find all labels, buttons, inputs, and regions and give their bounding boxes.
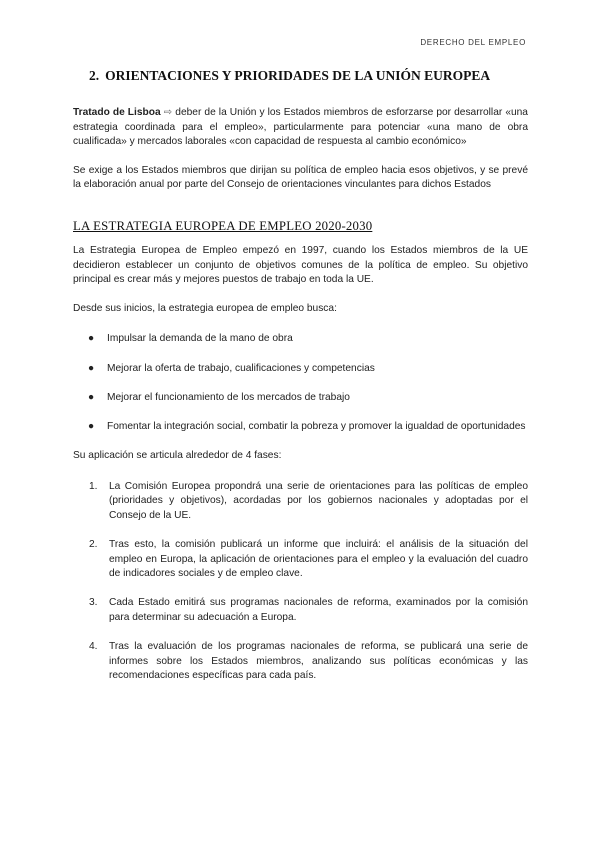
list-item-text: Cada Estado emitirá sus programas nacionales de reforma, examinados por la comisión para determinar su adecuación a Europa. xyxy=(109,597,528,624)
subsection-title: LA ESTRATEGIA EUROPEA DE EMPLEO 2020-2030 xyxy=(73,218,373,233)
goals-list xyxy=(73,332,528,434)
list-item xyxy=(73,538,528,582)
list-item xyxy=(73,391,528,406)
list-number: 3. xyxy=(89,597,98,609)
list-item xyxy=(73,332,528,347)
bullet-icon: ● xyxy=(88,420,95,432)
objectives-paragraph: Se exige a los Estados miembros que dirijan su política de empleo hacia esos objetivos, y se prevé la elaboración anual por parte del Consejo de orientaciones vinculantes para dichos Estados xyxy=(73,164,528,191)
phases-paragraph: Su aplicación se articula alrededor de 4 fases: xyxy=(73,450,282,462)
intro-paragraph xyxy=(73,106,528,150)
list-item-text: La Comisión Europea propondrá una serie de orientaciones para las políticas de empleo (prioridades y objetivos), acordadas por los gobiernos nacionales y adoptadas por el Consejo de la UE. xyxy=(109,480,528,521)
bullet-icon: ● xyxy=(88,333,95,345)
arrow-icon: ⇨ xyxy=(163,107,173,118)
list-item-text: Impulsar la demanda de la mano de obra xyxy=(107,333,293,345)
bullet-icon: ● xyxy=(88,362,95,374)
section-number: 2. xyxy=(89,68,100,83)
intro-bold-term: Tratado de Lisboa xyxy=(73,107,161,118)
list-item-text: Tras esto, la comisión publicará un informe que incluirá: el análisis de la situación del empleo en Europa, la aplicación de orientaciones para el empleo y la evaluación del cuadro de indicadores sociales y de empleo clave. xyxy=(109,539,528,580)
list-item xyxy=(73,596,528,625)
document-body xyxy=(73,68,528,699)
list-item-text: Mejorar la oferta de trabajo, cualificaciones y competencias xyxy=(107,362,375,374)
list-number: 1. xyxy=(89,480,98,492)
strategy-paragraph: La Estrategia Europea de Empleo empezó en 1997, cuando los Estados miembros de la UE decidieron establecer un conjunto de objetivos comunes de la política de empleo. Su objetivo principal es crear más y mejores puestos de trabajo en toda la UE. xyxy=(73,244,528,286)
list-number: 2. xyxy=(89,539,98,551)
list-item xyxy=(73,480,528,524)
list-item xyxy=(73,362,528,377)
phases-list xyxy=(73,480,528,684)
section-title-text: ORIENTACIONES Y PRIORIDADES DE LA UNIÓN EUROPEA xyxy=(105,68,491,83)
list-item xyxy=(73,420,528,435)
list-item-text: Mejorar el funcionamiento de los mercados de trabajo xyxy=(107,391,350,403)
running-header: DERECHO DEL EMPLEO xyxy=(420,38,526,47)
list-item-text: Fomentar la integración social, combatir la pobreza y promover la igualdad de oportunidades xyxy=(107,420,526,432)
section-title xyxy=(89,68,528,84)
list-item-text: Tras la evaluación de los programas nacionales de reforma, se publicará una serie de informes sobre los Estados miembros, analizando sus políticas económicas y las recomendaciones específicas para cada país. xyxy=(109,641,528,682)
list-number: 4. xyxy=(89,641,98,653)
intro-text: deber de la Unión y los Estados miembros de esforzarse por desarrollar «una estrategia coordinada para el empleo», particularmente para potenciar «una mano de obra cualificada» y mercados laborales «con capacidad de respuesta al cambio económico» xyxy=(73,107,528,148)
bullet-icon: ● xyxy=(88,391,95,403)
since-paragraph: Desde sus inicios, la estrategia europea de empleo busca: xyxy=(73,302,337,314)
list-item xyxy=(73,640,528,684)
